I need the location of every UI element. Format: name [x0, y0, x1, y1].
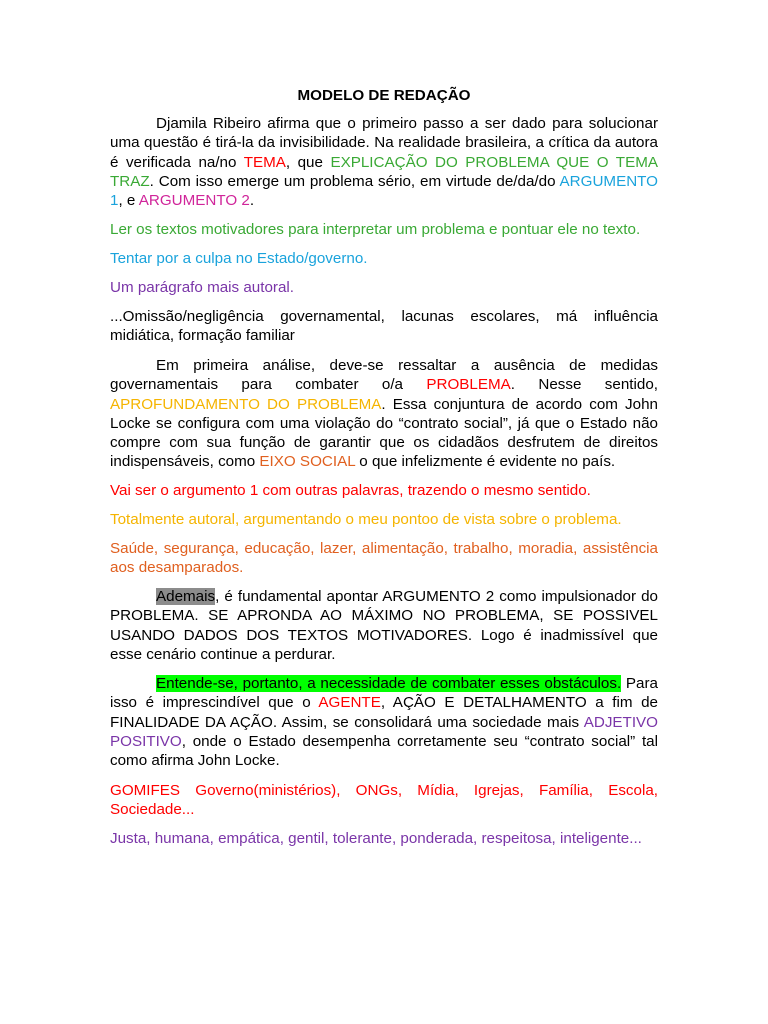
intro-text-1: Djamila Ribeiro afirma que o primeiro passo a ser dado para solucionar uma questão é tirá-la da invisibilidade. Na realidade brasileira, a crítica da autora é verificada na/no: [110, 115, 658, 171]
intro-text-4: , e: [118, 192, 139, 210]
placeholder-eixo-social: EIXO SOCIAL: [259, 453, 356, 471]
intro-text-5: .: [249, 192, 255, 210]
highlighted-conclusion: Entende-se, portanto, a necessidade de combater esses obstáculos.: [156, 675, 622, 692]
conclusion-paragraph: [110, 674, 658, 770]
development-paragraph-2: [110, 587, 658, 664]
dev1-text-4: o que infelizmente é evidente no país.: [355, 453, 616, 471]
placeholder-aprofundamento: APROFUNDAMENTO DO PROBLEMA: [110, 395, 382, 413]
conclusion-text-3: , onde o Estado desempenha corretamente seu “contrato social” tal como afirma John Locke.: [110, 732, 658, 770]
list-adjetivos: Justa, humana, empática, gentil, tolerante, ponderada, respeitosa, inteligente...: [110, 830, 642, 847]
intro-text-3: . Com isso emerge um problema sério, em virtude de/da/do: [149, 172, 560, 190]
note-blue: Tentar por a culpa no Estado/governo.: [110, 250, 368, 267]
conclusion-text-1: Para isso é imprescindível que o: [110, 675, 658, 712]
highlighted-ademais: Ademais: [156, 588, 216, 605]
list-causes: ...Omissão/negligência governamental, lacunas escolares, má influência midiática, formação familiar: [110, 308, 658, 345]
placeholder-problema: PROBLEMA: [426, 376, 511, 394]
placeholder-adjetivo: ADJETIVO POSITIVO: [110, 713, 658, 750]
note-purple: Um parágrafo mais autoral.: [110, 279, 295, 296]
dev2-text-1: , é fundamental apontar ARGUMENTO 2 como impulsionador do PROBLEMA. SE APRONDA AO MÁXIMO NO PROBLEMA, SE POSSIVEL USANDO DADOS DOS TEXTOS MOTIVADORES. Logo é inadmissível que esse cenário continue a perdurar.: [110, 588, 658, 663]
note-green: Ler os textos motivadores para interpretar um problema e pontuar ele no texto.: [110, 221, 641, 238]
placeholder-explicacao: EXPLICAÇÃO DO PROBLEMA QUE O TEMA TRAZ: [110, 153, 658, 190]
list-eixos-sociais: Saúde, segurança, educação, lazer, alimentação, trabalho, moradia, assistência aos desamparados.: [110, 540, 658, 577]
placeholder-agente: AGENTE: [318, 694, 381, 712]
intro-text-2: , que: [285, 153, 331, 171]
list-gomifes: GOMIFES Governo(ministérios), ONGs, Mídia, Igrejas, Família, Escola, Sociedade...: [110, 782, 658, 819]
note-yellow: Totalmente autoral, argumentando o meu pontoo de vista sobre o problema.: [110, 511, 622, 528]
development-paragraph-1: [110, 356, 658, 472]
note-red: Vai ser o argumento 1 com outras palavras, trazendo o mesmo sentido.: [110, 482, 591, 499]
dev1-text-2: . Nesse sentido,: [510, 376, 658, 394]
conclusion-text-2: , AÇÃO E DETALHAMENTO a fim de FINALIDADE DA AÇÃO. Assim, se consolidará uma sociedade mais: [110, 694, 658, 731]
placeholder-argumento-2: ARGUMENTO 2: [138, 192, 250, 210]
intro-paragraph: [110, 114, 658, 210]
page-title: MODELO DE REDAÇÃO: [297, 87, 471, 104]
placeholder-tema: TEMA: [243, 153, 286, 171]
dev1-text-1: Em primeira análise, deve-se ressaltar a ausência de medidas governamentais para combater o/a: [110, 357, 658, 394]
placeholder-argumento-1: ARGUMENTO 1: [110, 172, 658, 210]
dev1-text-3: . Essa conjuntura de acordo com John Locke se configura com uma violação do “contrato social”, já que o Estado não compre com sua função de garantir que os cidadãos desfrutem de direitos indispensáveis, como: [110, 395, 658, 471]
